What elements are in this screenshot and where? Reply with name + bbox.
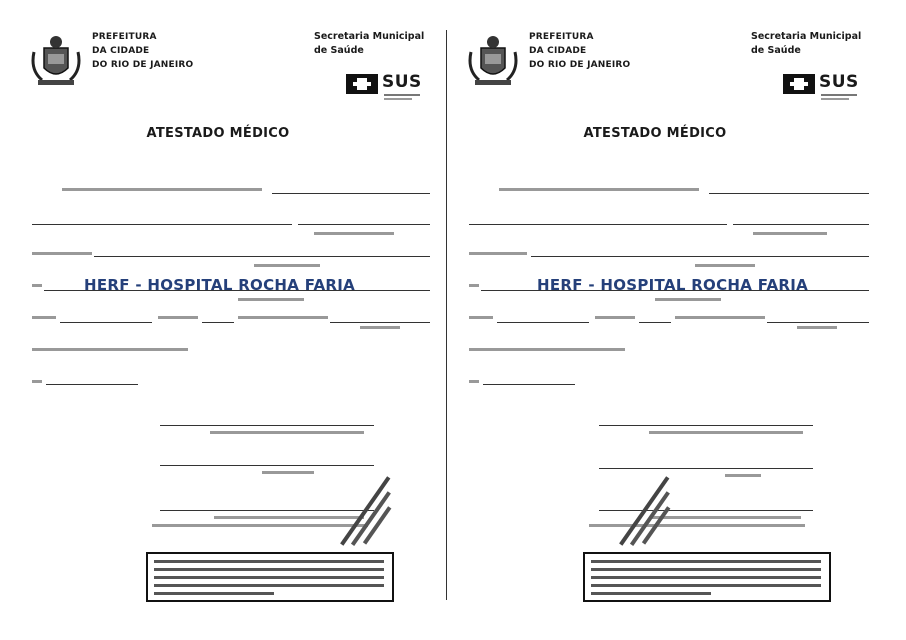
form-line (330, 322, 430, 323)
form-line-label (797, 326, 837, 329)
city-coat-of-arms-icon (30, 30, 82, 88)
signature-line (599, 425, 813, 426)
form-line-label (238, 316, 328, 319)
form-line-label (469, 252, 527, 255)
form-line-label (595, 316, 635, 319)
certificate-title: ATESTADO MÉDICO (583, 126, 727, 141)
hospital-stamp-text: HERF - HOSPITAL ROCHA FARIA (84, 276, 356, 294)
prefeitura-header: PREFEITURA DA CIDADE DO RIO DE JANEIRO (92, 32, 194, 70)
sus-logo (344, 66, 424, 106)
form-line-label (469, 316, 493, 319)
form-line (469, 224, 727, 225)
signature-line-label (725, 474, 761, 477)
form-line-label (158, 316, 198, 319)
form-line-label (499, 188, 699, 191)
hospital-stamp-text: HERF - HOSPITAL ROCHA FARIA (537, 276, 809, 294)
form-line-label (32, 316, 56, 319)
notes-line (591, 576, 821, 579)
sus-logo (781, 66, 861, 106)
form-line-label (254, 264, 320, 267)
notes-line (154, 584, 384, 587)
form-line-label (469, 348, 625, 351)
sus-subtitle-mark (384, 98, 412, 100)
page-divider (446, 30, 447, 600)
form-line (46, 384, 138, 385)
form-line (62, 188, 262, 191)
signature-line (599, 468, 813, 469)
form-line (497, 322, 589, 323)
form-line-label (469, 380, 479, 383)
form-line (272, 193, 430, 194)
certificate-title: ATESTADO MÉDICO (146, 126, 290, 141)
sus-logo-text: SUS (819, 72, 859, 92)
sus-cross-icon (346, 68, 378, 100)
doctor-signature-stamp (336, 470, 406, 560)
prefeitura-header: PREFEITURA DA CIDADE DO RIO DE JANEIRO (529, 32, 631, 70)
form-line-label (695, 264, 755, 267)
form-line-label (32, 252, 92, 255)
secretaria-header: Secretaria Municipal de Saúde (314, 31, 425, 56)
form-line (733, 224, 869, 225)
notes-line (154, 592, 274, 595)
form-line (767, 322, 869, 323)
signature-line-label (210, 431, 364, 434)
sus-subtitle-mark (384, 94, 420, 96)
form-line-label (32, 348, 188, 351)
sus-subtitle-mark (821, 94, 857, 96)
form-line (298, 224, 430, 225)
signature-line-label (649, 431, 803, 434)
notes-line (154, 560, 384, 563)
form-line-label (655, 298, 721, 301)
form-line (60, 322, 152, 323)
notes-box (583, 552, 831, 602)
form-line (483, 384, 575, 385)
doctor-signature-stamp (615, 470, 685, 560)
form-line-label (675, 316, 765, 319)
notes-line (154, 576, 384, 579)
medical-certificate-left (18, 0, 448, 640)
form-line-label (32, 380, 42, 383)
secretaria-header: Secretaria Municipal de Saúde (751, 31, 862, 56)
form-line-label (32, 284, 42, 287)
medical-certificate-right (455, 0, 885, 640)
signature-line-label (262, 471, 314, 474)
notes-line (154, 568, 384, 571)
form-line (32, 224, 292, 225)
notes-box (146, 552, 394, 602)
form-line-label (314, 232, 394, 235)
notes-line (591, 568, 821, 571)
sus-logo-text: SUS (382, 72, 422, 92)
form-line-label (753, 232, 827, 235)
city-coat-of-arms-icon (467, 30, 519, 88)
notes-line (591, 560, 821, 563)
sus-cross-icon (783, 68, 815, 100)
form-line (531, 256, 869, 257)
notes-line (591, 592, 711, 595)
signature-line (160, 425, 374, 426)
form-line (709, 193, 869, 194)
form-line-label (360, 326, 400, 329)
form-line-label (238, 298, 304, 301)
form-line-label (469, 284, 479, 287)
signature-line (160, 465, 374, 466)
form-line (639, 322, 671, 323)
sus-subtitle-mark (821, 98, 849, 100)
form-line (94, 256, 430, 257)
form-line (202, 322, 234, 323)
notes-line (591, 584, 821, 587)
